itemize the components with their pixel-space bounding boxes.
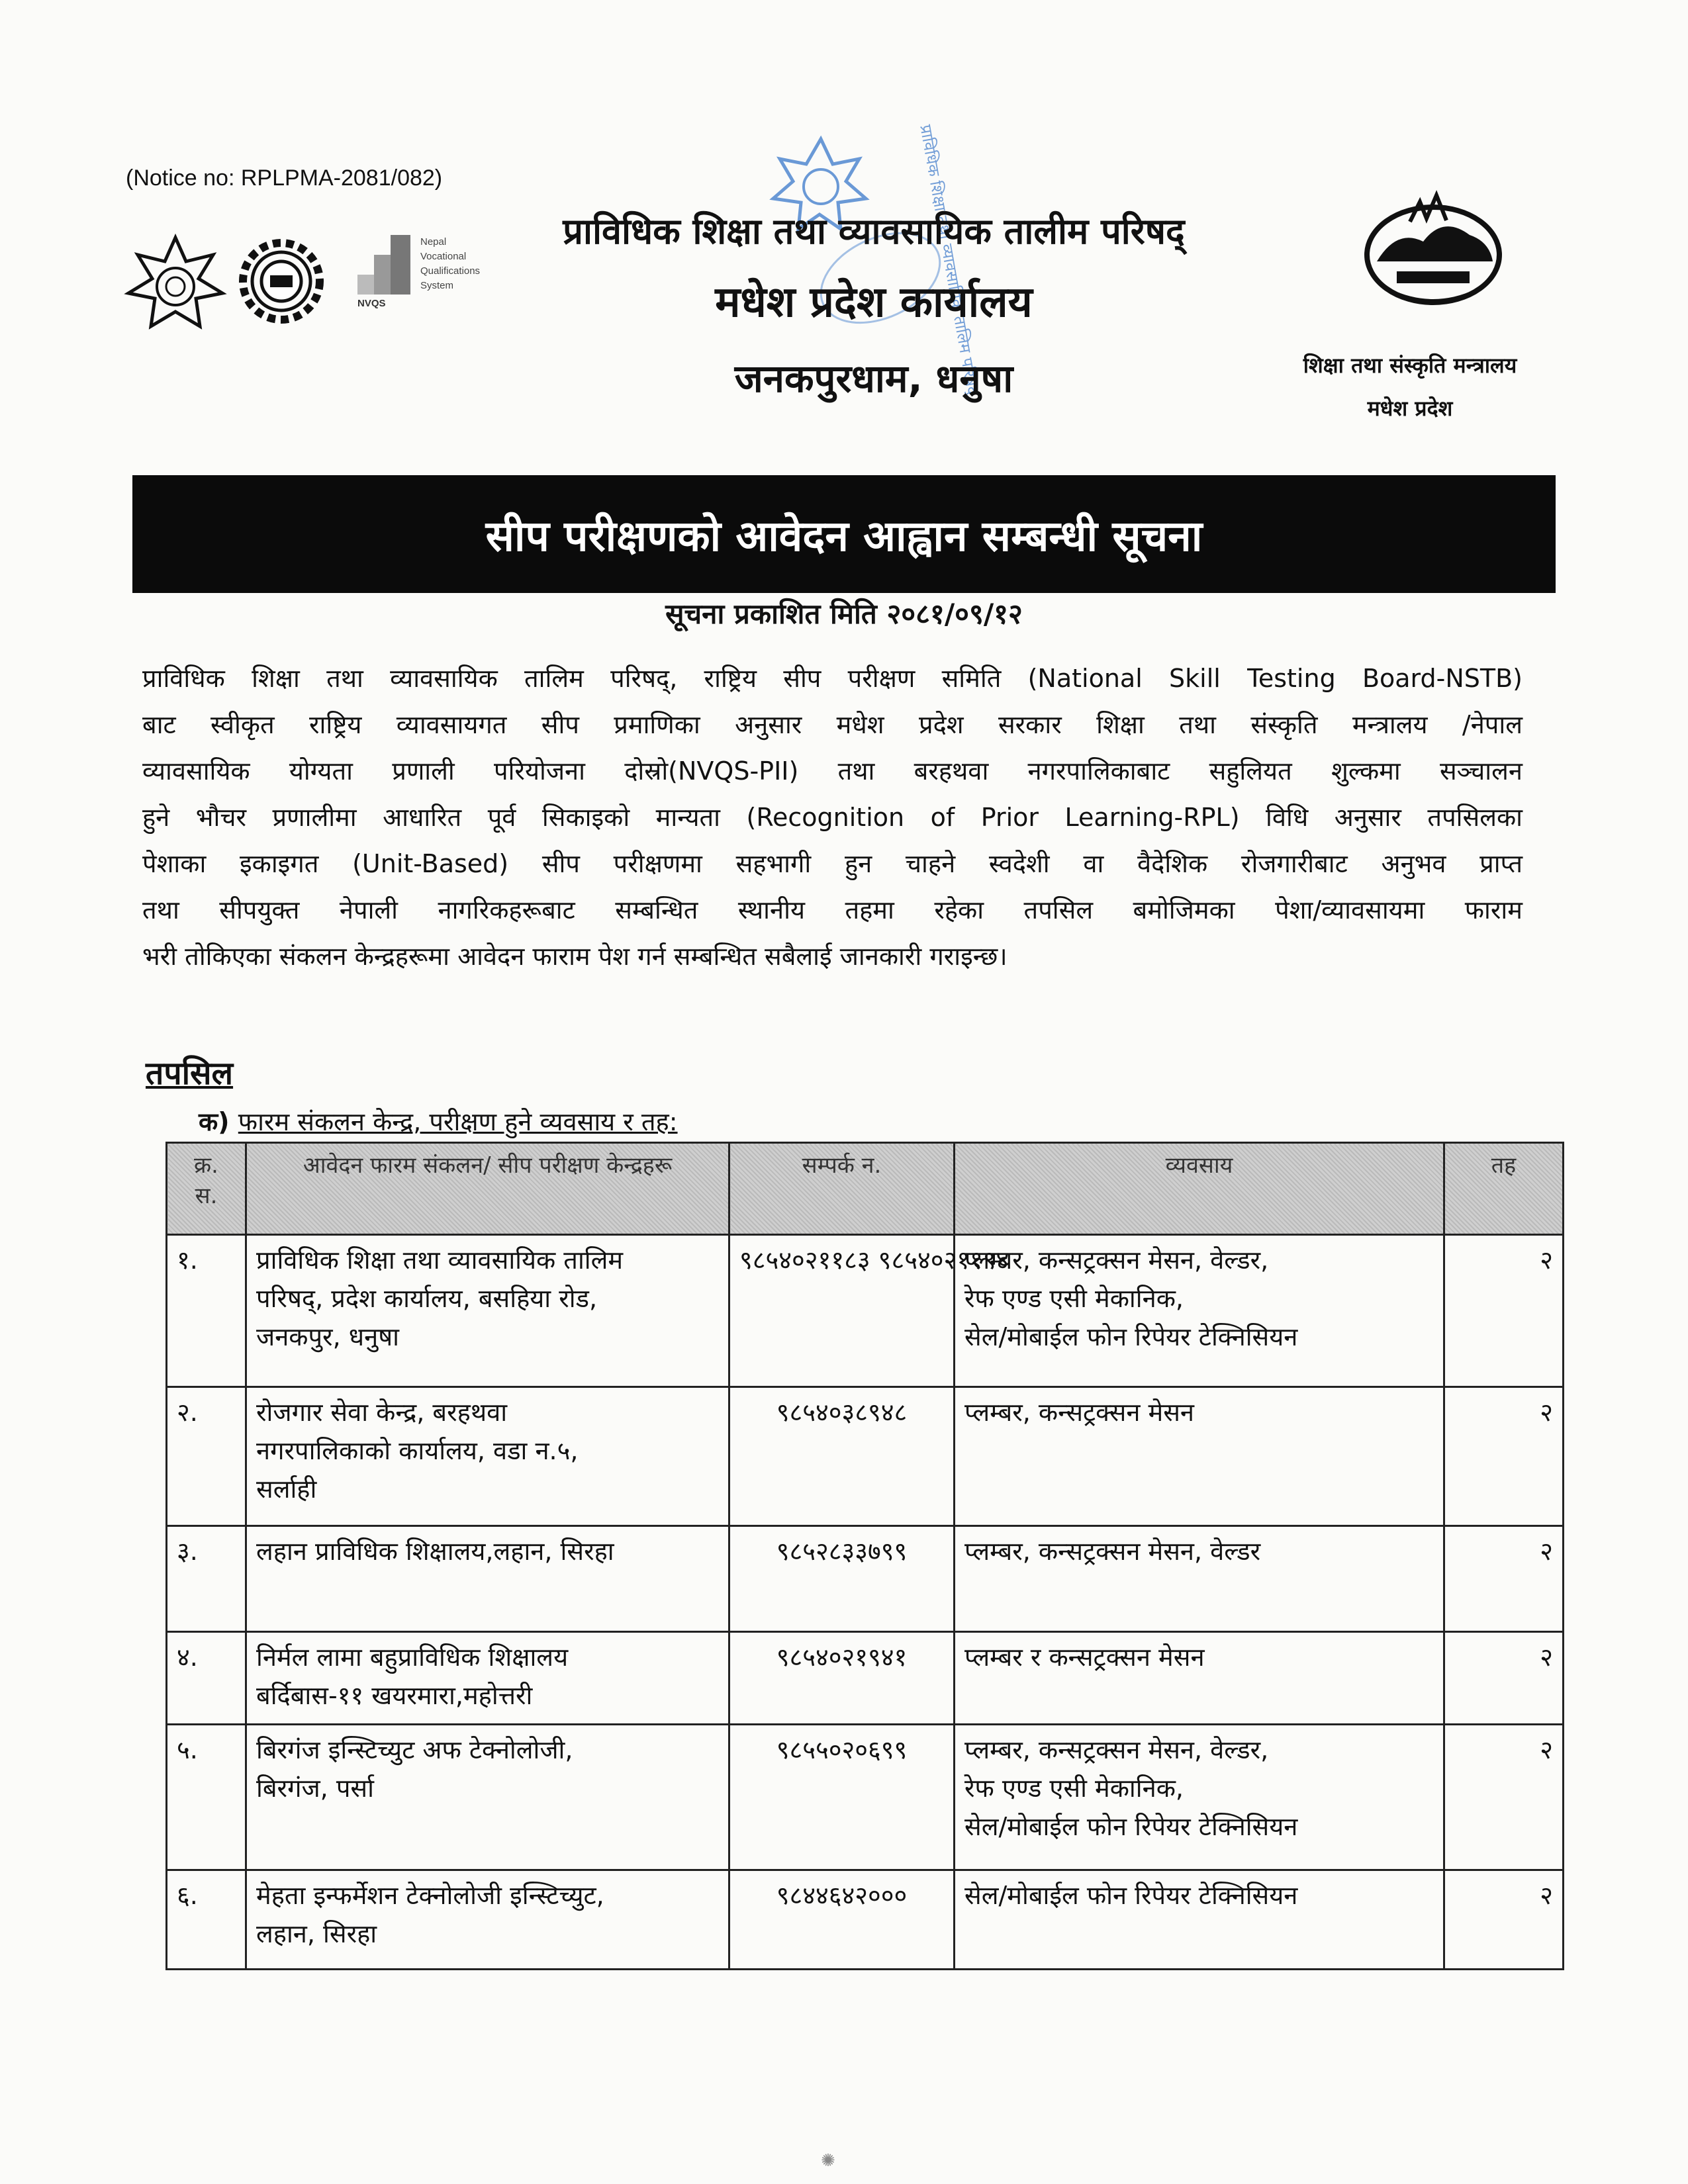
office-name: मधेश प्रदेश कार्यालय [715, 278, 1033, 327]
header-level: तह [1444, 1143, 1564, 1235]
ministry-name: शिक्षा तथा संस्कृति मन्त्रालय [1303, 353, 1517, 378]
table-row [167, 1870, 1564, 1970]
table-row [167, 1725, 1564, 1870]
header-center: आवेदन फारम संकलन/ सीप परीक्षण केन्द्रहरू [246, 1143, 729, 1235]
cell-trade: प्लम्बर, कन्सट्रक्सन मेसन, वेल्डर, रेफ एण्ड एसी मेकानिक, सेल/मोबाईल फोन रिपेयर टेक्निसियन [955, 1235, 1444, 1387]
nvqs-logo-line: Vocational [420, 251, 467, 262]
cell-serial: ३. [167, 1526, 246, 1632]
body-line: हुने भौचर प्रणालीमा आधारित पूर्व सिकाइको मान्यता (Recognition of Prior Learning-RPL) विधि अनुसार तपसिलका [142, 803, 1523, 832]
cell-trade: प्लम्बर, कन्सट्रक्सन मेसन [955, 1387, 1444, 1526]
table-row [167, 1235, 1564, 1387]
collection-centers-table [165, 1142, 1564, 1970]
cell-center: लहान प्राविधिक शिक्षालय,लहान, सिरहा [246, 1526, 729, 1632]
cell-level: २ [1444, 1526, 1564, 1632]
body-paragraph [142, 655, 1523, 979]
cell-center: मेहता इन्फर्मेशन टेक्नोलोजी इन्स्टिच्युट, लहान, सिरहा [246, 1870, 729, 1970]
nvqs-logo-line: System [420, 280, 454, 291]
cell-serial: १. [167, 1235, 246, 1387]
section-ka-heading [199, 1104, 678, 1138]
cell-center: रोजगार सेवा केन्द्र, बरहथवा नगरपालिकाको कार्यालय, वडा न.५, सर्लाही [246, 1387, 729, 1526]
ctevt-star-logo [126, 235, 225, 334]
table-row [167, 1632, 1564, 1725]
nvqs-logo [351, 228, 516, 318]
cell-level: २ [1444, 1870, 1564, 1970]
cell-phone: ९८५४०२१९४१ [729, 1632, 955, 1725]
nvqs-logo-caption: NVQS [357, 298, 386, 309]
gear-emblem-logo [238, 238, 324, 324]
body-line: तथा सीपयुक्त नेपाली नागरिकहरूबाट सम्बन्धित स्थानीय तहमा रहेका तपसिल बमोजिमका पेशा/व्यावसायमा फाराम [142, 895, 1523, 925]
body-line: पेशाका इकाइगत (Unit-Based) सीप परीक्षणमा सहभागी हुन चाहने स्वदेशी वा वैदेशिक रोजगारीबाट अनुभव प्राप्त [142, 849, 1523, 878]
cell-phone: ९८४४६४२००० [729, 1870, 955, 1970]
office-location: जनकपुरधाम, धनुषा [734, 356, 1013, 401]
ministry-province: मधेश प्रदेश [1367, 396, 1453, 421]
cell-trade: प्लम्बर, कन्सट्रक्सन मेसन, वेल्डर [955, 1526, 1444, 1632]
cell-serial: २. [167, 1387, 246, 1526]
scan-artifact-icon: ✺ [821, 2151, 835, 2171]
cell-serial: ६. [167, 1870, 246, 1970]
table-row [167, 1387, 1564, 1526]
organization-name: प्राविधिक शिक्षा तथा व्यावसायिक तालीम परिषद् [563, 210, 1185, 252]
body-line: प्राविधिक शिक्षा तथा व्यावसायिक तालिम परिषद्, राष्ट्रिय सीप परीक्षण समिति (National Skill Testing Board-NSTB) [142, 664, 1523, 693]
publish-date: सूचना प्रकाशित मिति २०८१/०९/१२ [665, 598, 1023, 630]
tapasil-heading: तपसिल [146, 1055, 234, 1092]
cell-center: बिरगंज इन्स्टिच्युट अफ टेक्नोलोजी, बिरगंज, पर्सा [246, 1725, 729, 1870]
header-phone: सम्पर्क न. [729, 1143, 955, 1235]
notice-title-banner: सीप परीक्षणको आवेदन आह्वान सम्बन्धी सूचना [132, 475, 1556, 593]
table-row [167, 1526, 1564, 1632]
cell-center: प्राविधिक शिक्षा तथा व्यावसायिक तालिम परिषद्, प्रदेश कार्यालय, बसहिया रोड, जनकपुर, धनुषा [246, 1235, 729, 1387]
seal-text: प्राविधिक शिक्षा तथा व्यावसायिक तालिम परिषद् [916, 123, 982, 396]
nvqs-logo-line: Qualifications [420, 265, 481, 277]
notice-number: (Notice no: RPLPMA-2081/082) [126, 165, 443, 191]
cell-trade: प्लम्बर, कन्सट्रक्सन मेसन, वेल्डर, रेफ एण्ड एसी मेकानिक, सेल/मोबाईल फोन रिपेयर टेक्निसियन [955, 1725, 1444, 1870]
nvqs-logo-line: Nepal [420, 236, 447, 248]
body-line: भरी तोकिएका संकलन केन्द्रहरूमा आवेदन फाराम पेश गर्न सम्बन्धित सबैलाई जानकारी गराइन्छ। [142, 942, 1008, 971]
cell-center: निर्मल लामा बहुप्राविधिक शिक्षालय बर्दिबास-११ खयरमारा,महोत्तरी [246, 1632, 729, 1725]
cell-trade: सेल/मोबाईल फोन रिपेयर टेक्निसियन [955, 1870, 1444, 1970]
cell-level: २ [1444, 1725, 1564, 1870]
government-emblem-logo [1357, 182, 1509, 314]
section-ka-text: फारम संकलन केन्द्र, परीक्षण हुने व्यवसाय र तह: [238, 1107, 678, 1136]
cell-serial: ५. [167, 1725, 246, 1870]
cell-phone: ९८५४०३८९४८ [729, 1387, 955, 1526]
body-line: बाट स्वीकृत राष्ट्रिय व्यावसायगत सीप प्रमाणिका अनुसार मधेश प्रदेश सरकार शिक्षा तथा संस्कृति मन्त्रालय /नेपाल [142, 710, 1523, 739]
body-line: व्यावसायिक योग्यता प्रणाली परियोजना दोस्रो(NVQS-PII) तथा बरहथवा नगरपालिकाबाट सहुलियत शुल्कमा सञ्चालन [142, 756, 1523, 786]
header-trade: व्यवसाय [955, 1143, 1444, 1235]
cell-phone: ९८५४०२११८३ ९८५४०२११९४ [729, 1235, 955, 1387]
table-header-row [167, 1143, 1564, 1235]
header-serial: क्र. स. [167, 1143, 246, 1235]
cell-level: २ [1444, 1387, 1564, 1526]
cell-phone: ९८५५०२०६९९ [729, 1725, 955, 1870]
cell-level: २ [1444, 1235, 1564, 1387]
cell-phone: ९८५२८३३७९९ [729, 1526, 955, 1632]
cell-trade: प्लम्बर र कन्सट्रक्सन मेसन [955, 1632, 1444, 1725]
cell-serial: ४. [167, 1632, 246, 1725]
section-ka-prefix: क) [199, 1107, 230, 1136]
cell-level: २ [1444, 1632, 1564, 1725]
